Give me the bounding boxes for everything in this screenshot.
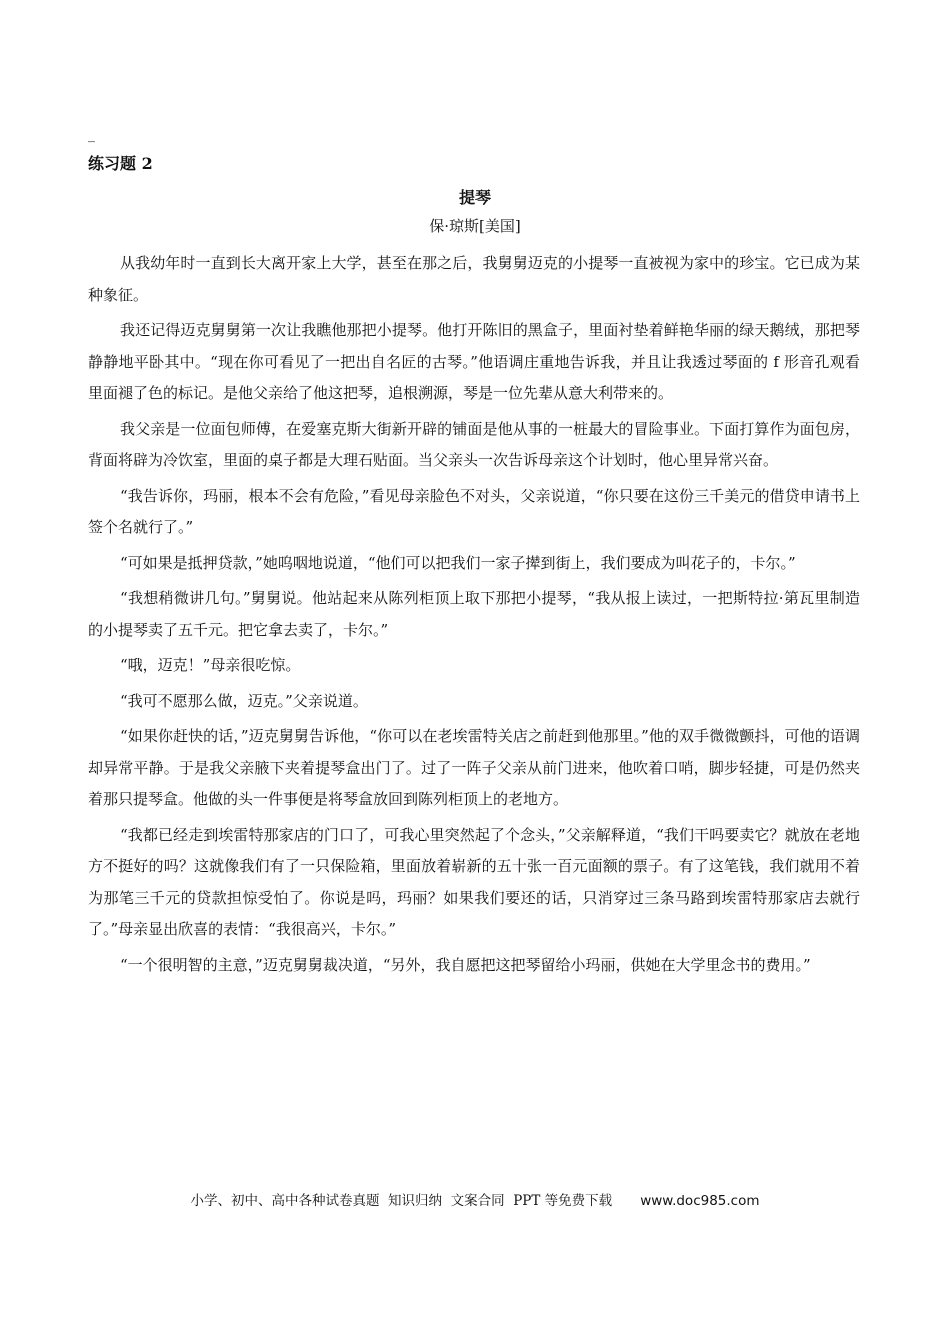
paragraph: “我告诉你，玛丽，根本不会有危险，”看见母亲脸色不对头，父亲说道，“你只要在这份三千美元的借贷申请书上签个名就行了。” [88, 486, 860, 536]
article-body [88, 248, 860, 985]
page-footer [0, 1189, 950, 1213]
article-title: 提琴 [458, 188, 491, 207]
paragraph: “哦，迈克！”母亲很吃惊。 [120, 656, 301, 674]
footer-text: 小学、初中、高中各种试卷真题 知识归纳 文案合同 PPT 等免费下载 [190, 1193, 613, 1209]
footer-url[interactable]: www.doc985.com [640, 1193, 760, 1209]
paragraph: “一个很明智的主意，”迈克舅舅裁决道，“另外，我自愿把这把琴留给小玛丽，供她在大学里念书的费用。” [120, 955, 811, 974]
header-dash: _ [88, 127, 95, 143]
paragraph: “我想稍微讲几句。”舅舅说。他站起来从陈列柜顶上取下那把小提琴，“我从报上读过，一把斯特拉·第瓦里制造的小提琴卖了五千元。把它拿去卖了，卡尔。” [88, 589, 860, 639]
paragraph: 我还记得迈克舅舅第一次让我瞧他那把小提琴。他打开陈旧的黑盒子，里面衬垫着鲜艳华丽的绿天鹅绒，那把琴静静地平卧其中。“现在你可看见了一把出自名匠的古琴。”他语调庄重地告诉我，并且让我透过琴面的 f 形音孔观看里面褪了色的标记。是他父亲给了他这把琴，追根溯源，琴是一位先辈从意大利带来的。 [88, 321, 860, 402]
paragraph: “可如果是抵押贷款，”她呜咽地说道，“他们可以把我们一家子撵到街上，我们要成为叫花子的，卡尔。” [120, 553, 796, 572]
paragraph: “如果你赶快的话，”迈克舅舅告诉他，“你可以在老埃雷特关店之前赶到他那里。”他的双手微微颤抖，可他的语调却异常平静。于是我父亲腋下夹着提琴盒出门了。过了一阵子父亲从前门进来，他吹着口哨，脚步轻捷，可是仍然夹着那只提琴盒。他做的头一件事便是将琴盒放回到陈列柜顶上的老地方。 [88, 727, 860, 808]
paragraph: 我父亲是一位面包师傅，在爱塞克斯大街新开辟的铺面是他从事的一桩最大的冒险事业。下面打算作为面包房，背面将辟为冷饮室，里面的桌子都是大理石贴面。当父亲头一次告诉母亲这个计划时，他心里异常兴奋。 [88, 419, 860, 469]
paragraph: 从我幼年时一直到长大离开家上大学，甚至在那之后，我舅舅迈克的小提琴一直被视为家中的珍宝。它已成为某种象征。 [88, 254, 860, 304]
exercise-label: 练习题 2 [88, 154, 153, 173]
article-author: 保·琼斯[美国] [429, 217, 521, 235]
paragraph: “我可不愿那么做，迈克。”父亲说道。 [120, 691, 368, 710]
paragraph: “我都已经走到埃雷特那家店的门口了，可我心里突然起了个念头，”父亲解释道，“我们干吗要卖它？就放在老地方不挺好的吗？这就像我们有了一只保险箱，里面放着崭新的五十张一百元面额的票子。有了这笔钱，我们就用不着为那笔三千元的贷款担惊受怕了。你说是吗，玛丽？如果我们要还的话，只消穿过三条马路到埃雷特那家店去就行了。”母亲显出欣喜的表情：“我很高兴，卡尔。” [88, 825, 860, 938]
